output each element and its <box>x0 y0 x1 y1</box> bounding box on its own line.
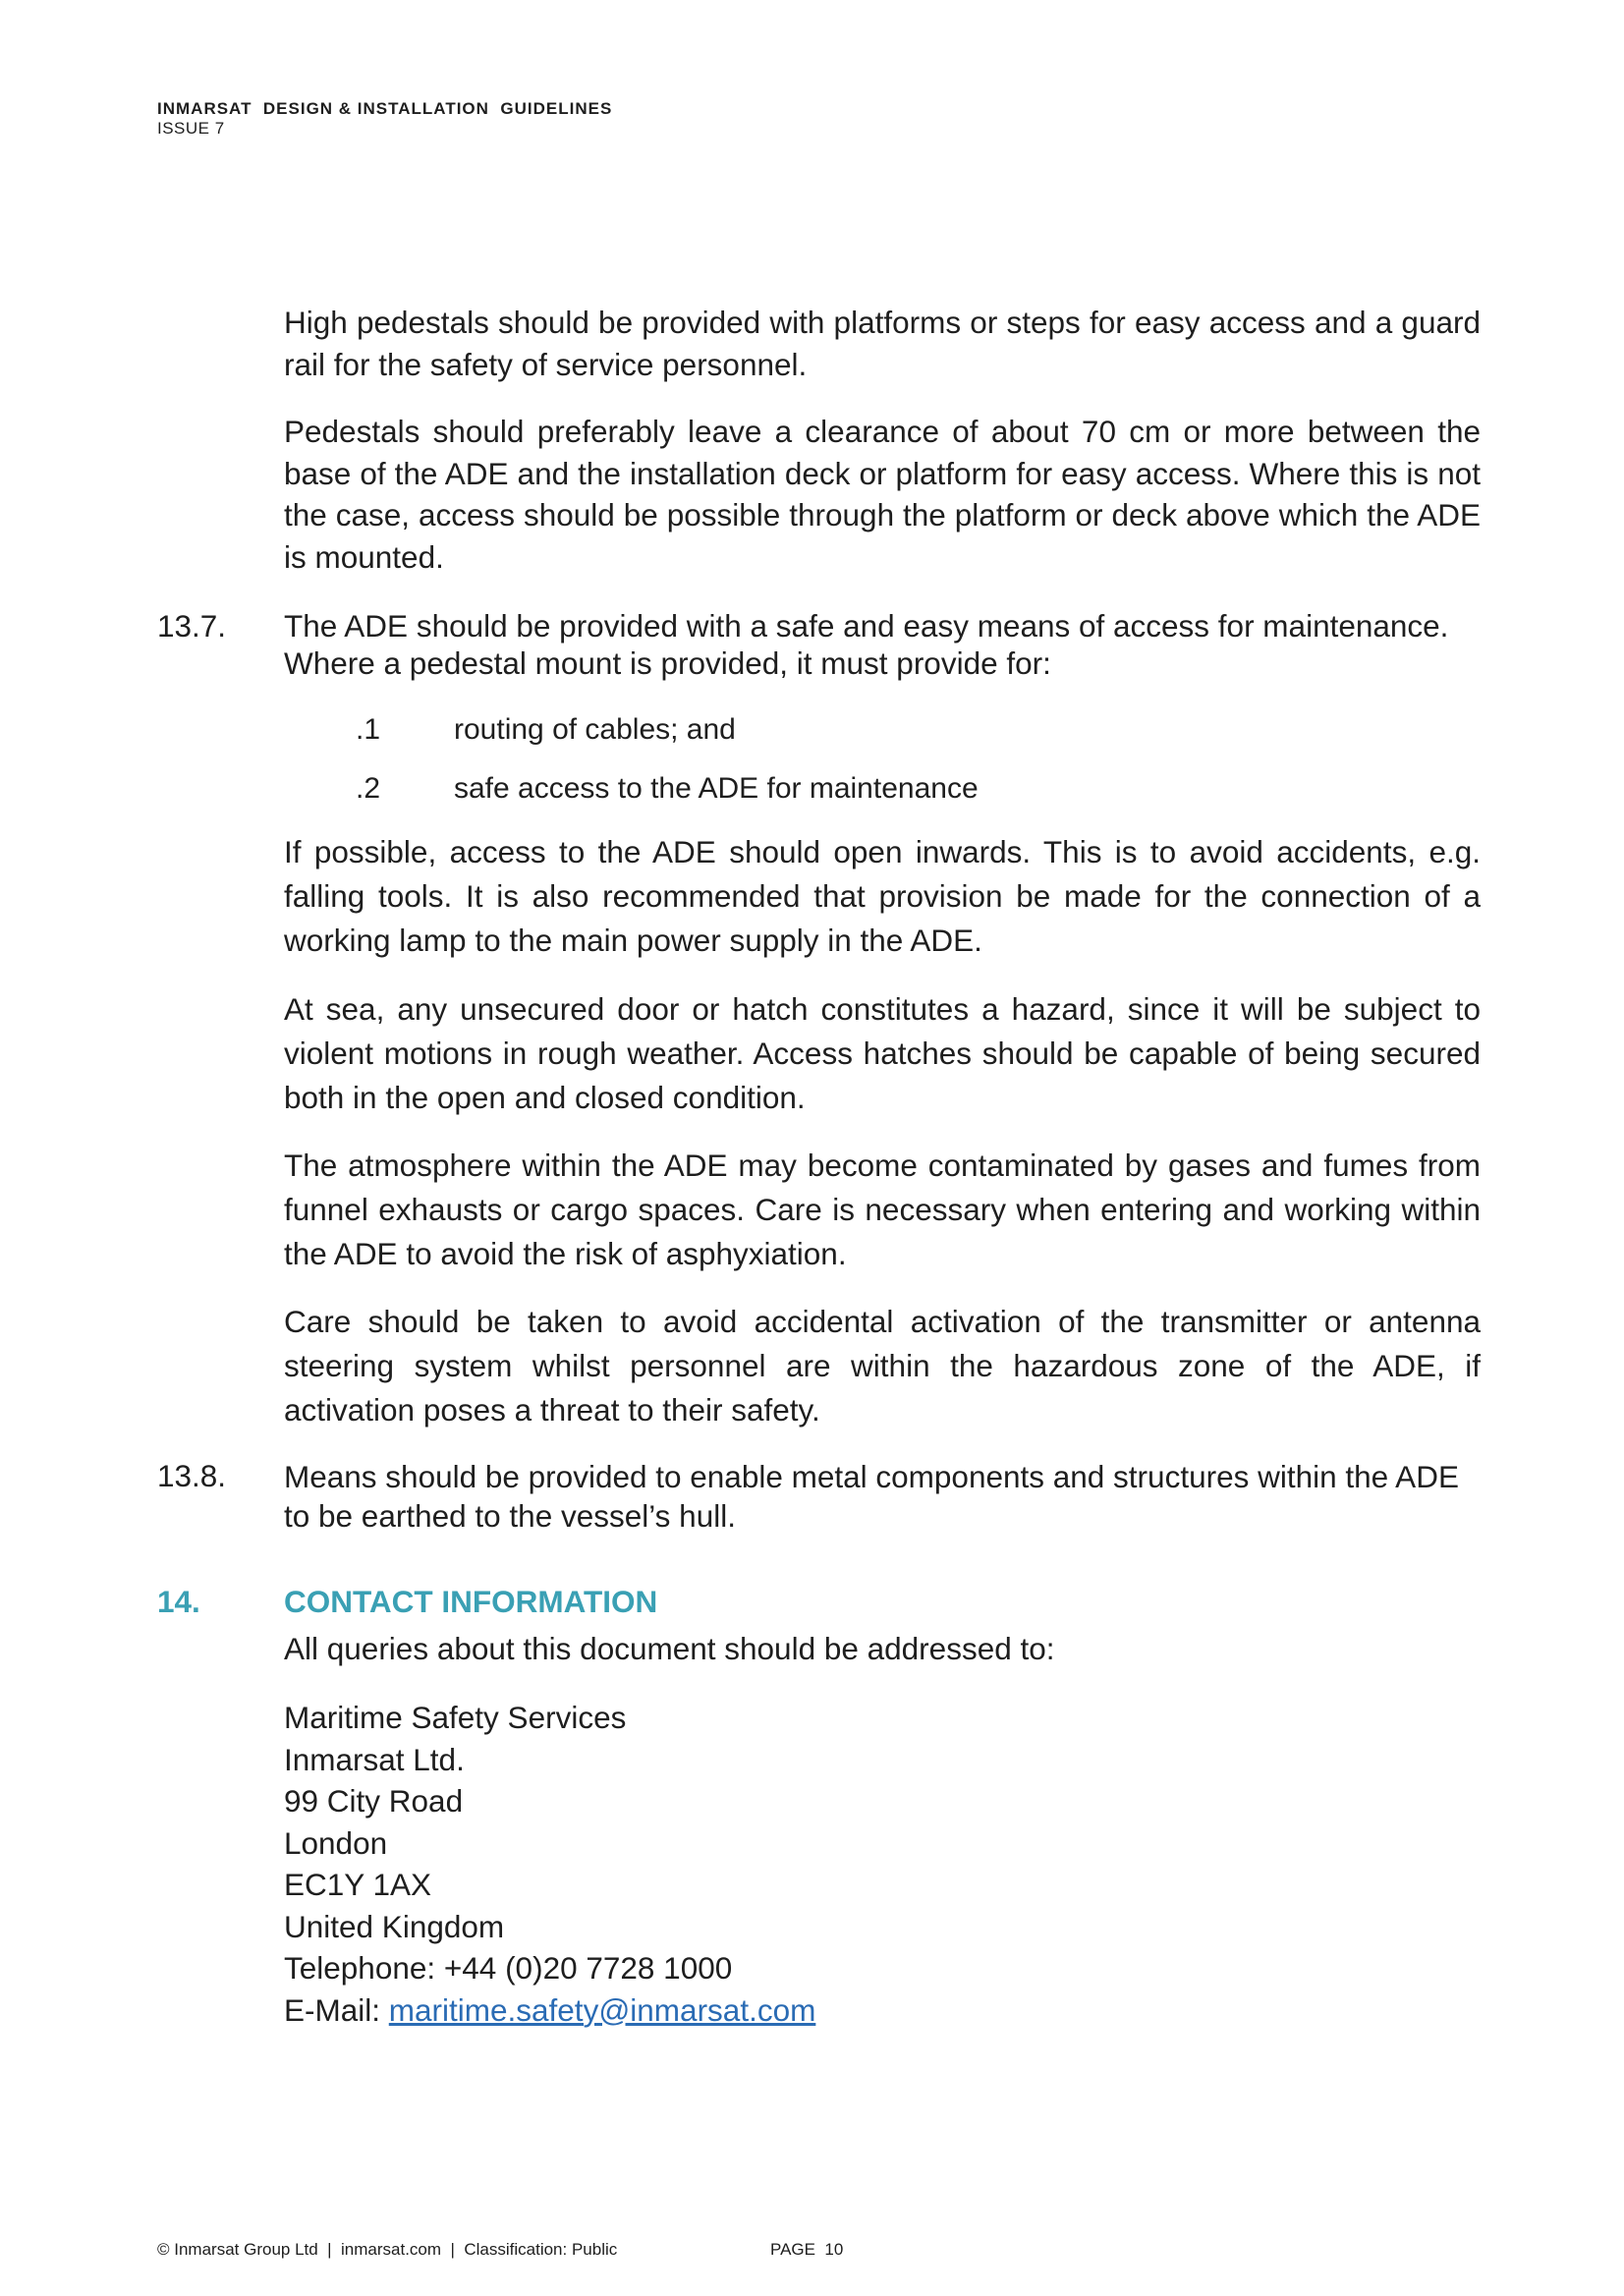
list-item-text: safe access to the ADE for maintenance <box>454 772 979 805</box>
address-line: EC1Y 1AX <box>284 1867 432 1902</box>
email-line <box>284 1989 815 2032</box>
paragraph-accidental-activation: Care should be taken to avoid accidental activation of the transmitter or antenna steering system whilst personnel are within the hazardous zone of the ADE, if activation poses a threat to their safety. <box>284 1304 1481 1428</box>
document-title: INMARSAT DESIGN & INSTALLATION GUIDELINES <box>157 99 613 118</box>
email-label: E-Mail: <box>284 1991 389 2028</box>
address-line: Maritime Safety Services <box>284 1700 627 1735</box>
document-issue: ISSUE 7 <box>157 119 225 138</box>
address-line: 99 City Road <box>284 1783 464 1819</box>
list-item-number: .2 <box>356 772 381 805</box>
paragraph-atmosphere: The atmosphere within the ADE may become contaminated by gases and fumes from funnel exhausts or cargo spaces. Care is necessary when entering and working within the ADE to avoid the risk of asphyxiation. <box>284 1148 1481 1271</box>
paragraph-unsecured-hatch: At sea, any unsecured door or hatch constitutes a hazard, since it will be subject to violent motions in rough weather. Access hatches should be capable of being secured both in the open and closed condition. <box>284 991 1481 1115</box>
email-link[interactable]: maritime.safety@inmarsat.com <box>388 1991 816 2028</box>
section-number-13-7: 13.7. <box>157 608 227 644</box>
contact-intro: All queries about this document should be addressed to: <box>284 1631 1055 1666</box>
address-line: Inmarsat Ltd. <box>284 1741 465 1777</box>
section-number-13-8: 13.8. <box>157 1458 227 1493</box>
telephone-line: Telephone: +44 (0)20 7728 1000 <box>284 1950 733 1986</box>
page-header <box>157 99 612 139</box>
section-number-14: 14. <box>157 1584 200 1619</box>
footer-copyright: © Inmarsat Group Ltd | inmarsat.com | Classification: Public <box>157 2240 618 2259</box>
paragraph-access-inwards: If possible, access to the ADE should open inwards. This is to avoid accidents, e.g. falling tools. It is also recommended that provision be made for the connection of a working lamp to the main power supply in the ADE. <box>284 834 1481 958</box>
paragraph-pedestal-clearance: Pedestals should preferably leave a clearance of about 70 cm or more between the base of the ADE and the installation deck or platform for easy access. Where this is not the case, access should be possible through the platform or deck above which the ADE is mounted. <box>284 414 1481 575</box>
address-line: United Kingdom <box>284 1908 505 1944</box>
list-item-text: routing of cables; and <box>454 713 736 746</box>
paragraph-high-pedestals: High pedestals should be provided with platforms or steps for easy access and a guard rail for the safety of service personnel. <box>284 305 1481 382</box>
section-text-13-8: Means should be provided to enable metal components and structures within the ADE to be earthed to the vessel’s hull. <box>284 1459 1459 1534</box>
address-line: London <box>284 1824 388 1861</box>
section-heading-contact: CONTACT INFORMATION <box>284 1584 658 1619</box>
contact-address <box>284 1697 815 2031</box>
section-text-13-7: The ADE should be provided with a safe and easy means of access for maintenance. Where a pedestal mount is provided, it must provide for: <box>284 608 1449 681</box>
footer-page-number: PAGE 10 <box>770 2240 844 2259</box>
list-item-number: .1 <box>356 713 381 746</box>
